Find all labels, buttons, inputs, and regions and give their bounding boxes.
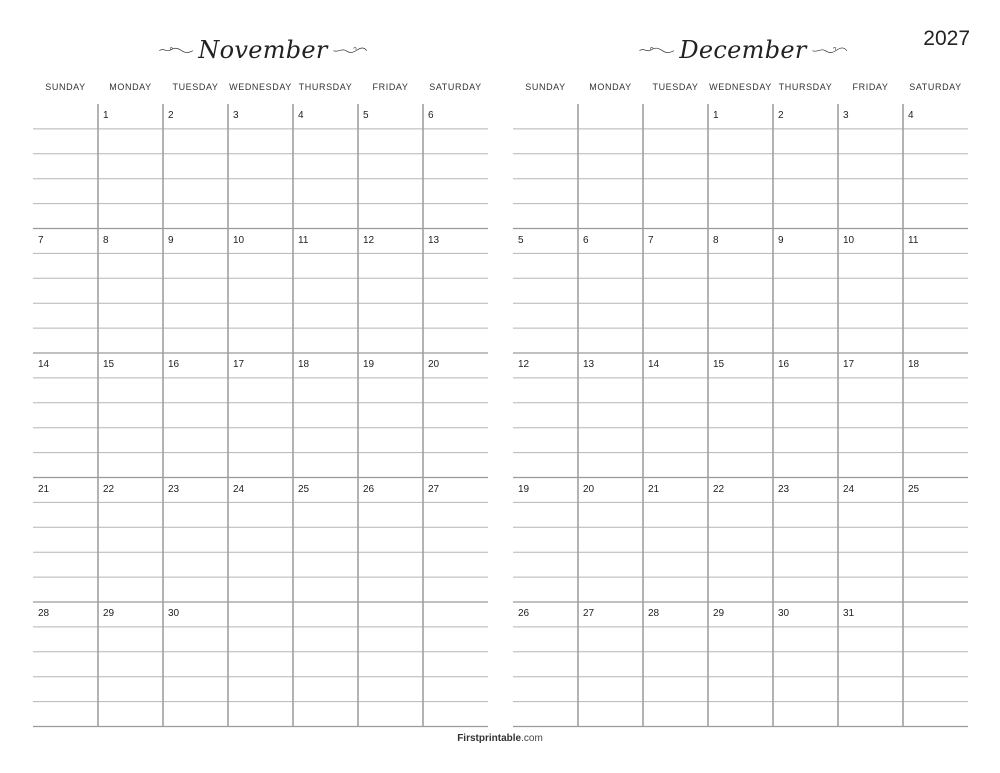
year-label: 2027 <box>923 27 970 50</box>
day-number: 16 <box>778 359 790 370</box>
left-swirl-icon <box>638 42 675 58</box>
day-number: 13 <box>428 234 440 246</box>
day-number: 7 <box>38 234 44 246</box>
weekday-wednesday: WEDNESDAY <box>229 82 292 92</box>
day-number: 18 <box>908 359 920 370</box>
day-number: 4 <box>908 110 914 121</box>
day-number: 5 <box>363 110 369 121</box>
day-number: 14 <box>38 359 50 370</box>
footer-brand-name: Firstprintable <box>457 733 522 744</box>
weekday-saturday: SATURDAY <box>429 82 482 92</box>
footer-brand <box>0 733 1000 744</box>
day-number: 15 <box>713 359 725 370</box>
weekday-thursday: THURSDAY <box>298 82 353 92</box>
day-number: 19 <box>363 359 375 370</box>
left-swirl-icon <box>158 42 194 58</box>
weekday-thursday: THURSDAY <box>778 82 833 92</box>
calendar-grid <box>33 104 488 728</box>
day-number: 29 <box>713 608 725 619</box>
day-number: 11 <box>298 234 309 246</box>
weekday-saturday: SATURDAY <box>909 82 962 92</box>
weekday-header <box>513 82 968 92</box>
weekday-header <box>33 82 488 92</box>
day-number: 21 <box>38 483 50 495</box>
day-number: 20 <box>583 483 595 495</box>
month-title <box>158 32 368 68</box>
day-number: 29 <box>103 608 115 619</box>
right-swirl-icon <box>811 42 848 58</box>
day-number: 10 <box>233 234 245 246</box>
weekday-sunday: SUNDAY <box>525 82 566 92</box>
day-number: 10 <box>843 234 855 246</box>
day-number: 9 <box>168 234 174 246</box>
day-number: 26 <box>363 483 375 495</box>
day-number: 22 <box>103 483 115 495</box>
day-number: 27 <box>428 483 440 495</box>
day-number: 2 <box>168 110 174 121</box>
day-number: 17 <box>233 359 245 370</box>
weekday-wednesday: WEDNESDAY <box>709 82 772 92</box>
day-number: 12 <box>518 359 530 370</box>
footer-brand-domain: .com <box>521 733 543 744</box>
day-number: 6 <box>428 110 434 121</box>
month-name: November <box>198 36 328 64</box>
day-number: 28 <box>38 608 50 619</box>
day-number: 2 <box>778 110 784 121</box>
month-title <box>638 32 848 68</box>
day-number: 6 <box>583 234 589 246</box>
day-number: 7 <box>648 234 654 246</box>
weekday-monday: MONDAY <box>109 82 152 92</box>
day-number: 15 <box>103 359 115 370</box>
day-number: 25 <box>908 483 920 495</box>
day-number: 3 <box>233 110 239 121</box>
calendar-grid <box>513 104 968 728</box>
weekday-tuesday: TUESDAY <box>172 82 219 92</box>
day-number: 14 <box>648 359 660 370</box>
day-number: 23 <box>778 483 790 495</box>
day-number: 5 <box>518 234 524 246</box>
day-number: 28 <box>648 608 660 619</box>
day-number: 8 <box>103 234 109 246</box>
day-number: 30 <box>778 608 790 619</box>
day-number: 13 <box>583 359 595 370</box>
month-name: December <box>679 36 807 64</box>
day-number: 25 <box>298 483 310 495</box>
day-number: 4 <box>298 110 304 121</box>
weekday-tuesday: TUESDAY <box>652 82 699 92</box>
weekday-friday: FRIDAY <box>852 82 889 92</box>
weekday-sunday: SUNDAY <box>45 82 86 92</box>
weekday-friday: FRIDAY <box>372 82 409 92</box>
day-number: 27 <box>583 608 595 619</box>
day-number: 21 <box>648 483 660 495</box>
day-number: 30 <box>168 608 180 619</box>
day-number: 16 <box>168 359 180 370</box>
day-number: 24 <box>233 483 245 495</box>
day-number: 31 <box>843 608 855 619</box>
day-number: 24 <box>843 483 855 495</box>
day-number: 8 <box>713 234 719 246</box>
day-number: 23 <box>168 483 180 495</box>
day-number: 3 <box>843 110 849 121</box>
day-number: 18 <box>298 359 310 370</box>
day-number: 9 <box>778 234 784 246</box>
grid-lines <box>33 104 488 727</box>
day-number: 17 <box>843 359 855 370</box>
weekday-monday: MONDAY <box>589 82 632 92</box>
day-number: 20 <box>428 359 440 370</box>
grid-lines <box>513 104 968 727</box>
day-number: 11 <box>908 234 919 246</box>
day-number: 1 <box>713 110 719 121</box>
day-number: 12 <box>363 234 375 246</box>
day-number: 1 <box>103 110 109 121</box>
day-number: 19 <box>518 483 530 495</box>
right-swirl-icon <box>332 42 368 58</box>
day-number: 26 <box>518 608 530 619</box>
day-number: 22 <box>713 483 725 495</box>
